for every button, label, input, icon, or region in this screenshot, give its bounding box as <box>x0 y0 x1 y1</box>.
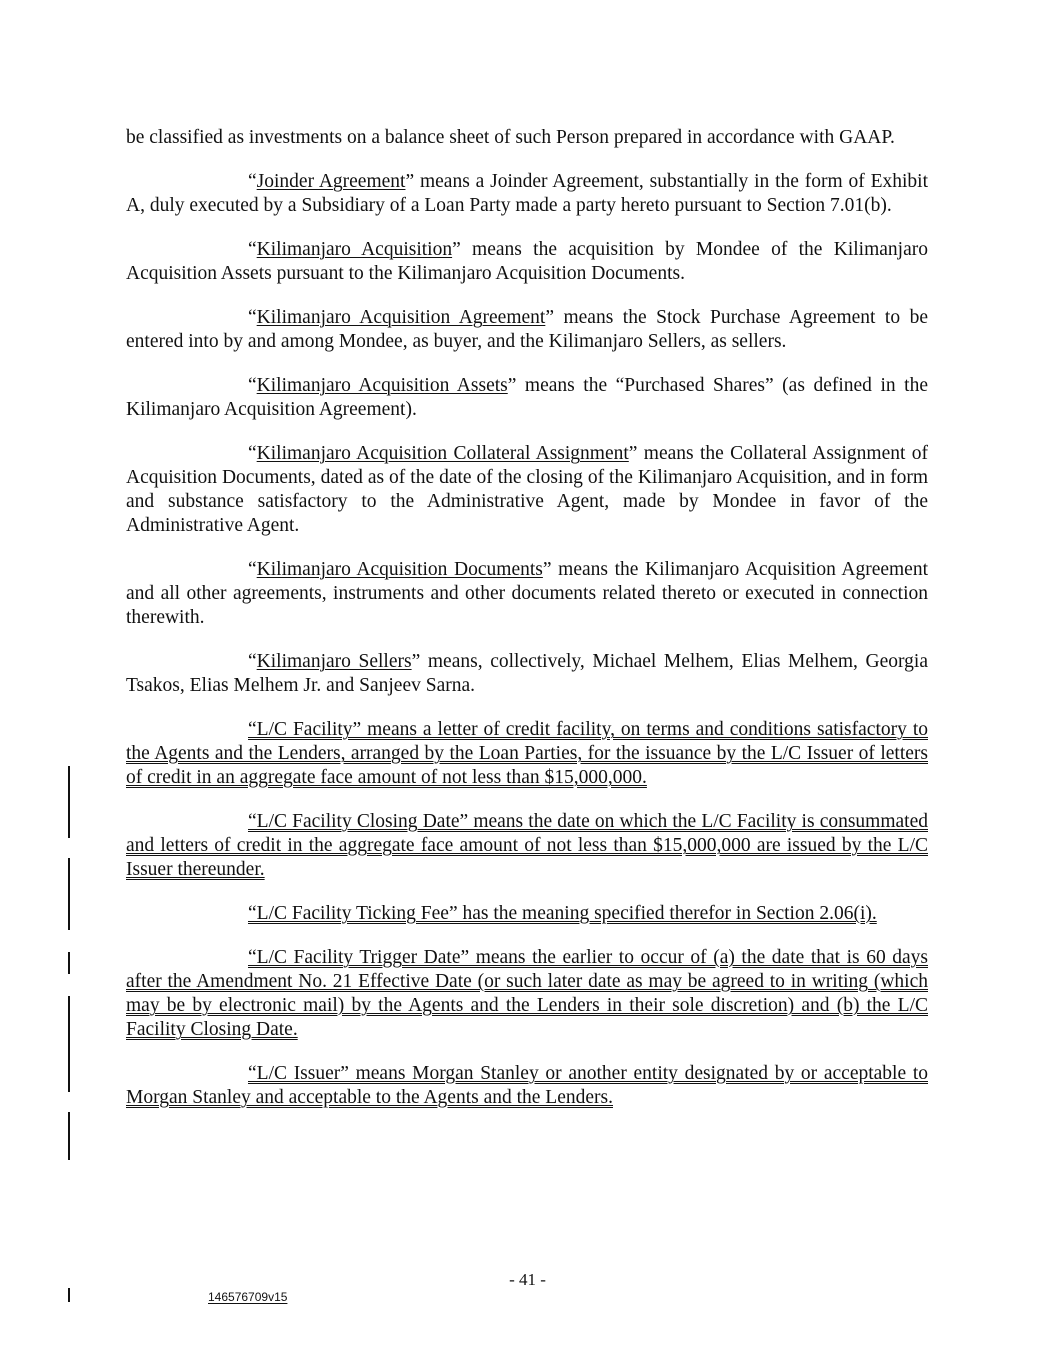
definition-joinder-agreement <box>126 170 928 218</box>
definition-lc-facility-trigger-date <box>126 946 928 1042</box>
inserted-text: “L/C Issuer” means Morgan Stanley or another entity designated by or acceptable to Morgan Stanley and acceptable to the Agents and the Lenders. <box>126 1063 928 1108</box>
defined-term: Kilimanjaro Acquisition Collateral Assignment <box>256 443 629 464</box>
defined-term: Kilimanjaro Acquisition Documents <box>256 559 543 580</box>
change-bar-lc-facility-closing-date <box>68 858 70 930</box>
definition-kilimanjaro-acquisition-assets <box>126 374 928 422</box>
definition-text: ” means, collectively, Michael Melhem, Elias Melhem, Georgia Tsakos, Elias Melhem Jr. and Sanjeev Sarna. <box>126 651 928 696</box>
paragraph-text: be classified as investments on a balance sheet of such Person prepared in accordance with GAAP. <box>126 127 895 148</box>
definition-lc-facility-ticking-fee <box>126 902 928 926</box>
change-bar-lc-facility-ticking-fee <box>68 952 70 974</box>
definition-kilimanjaro-acquisition <box>126 238 928 286</box>
defined-term: Joinder Agreement <box>256 171 406 192</box>
page-number: - 41 - <box>509 1270 546 1289</box>
definition-lc-facility <box>126 718 928 790</box>
definition-kilimanjaro-acquisition-documents <box>126 558 928 630</box>
definition-text: ” means the acquisition by Mondee of the Kilimanjaro Acquisition Assets pursuant to the Kilimanjaro Acquisition Documents. <box>126 239 928 284</box>
definition-text: ” means the Collateral Assignment of Acquisition Documents, dated as of the date of the closing of the Kilimanjaro Acquisition, and in form and substance satisfactory to the Administrative Agent, made by Mondee in favor of the Administrative Agent. <box>126 443 929 536</box>
definition-lc-issuer <box>126 1062 928 1110</box>
defined-term: Kilimanjaro Acquisition <box>256 239 453 260</box>
defined-term: Kilimanjaro Sellers <box>256 651 412 672</box>
definition-text: ” means the Stock Purchase Agreement to be entered into by and among Mondee, as buyer, and the Kilimanjaro Sellers, as sellers. <box>126 307 928 352</box>
open-quote: “ <box>248 307 257 328</box>
change-bar-lc-facility <box>68 766 70 838</box>
definition-kilimanjaro-sellers <box>126 650 928 698</box>
open-quote: “ <box>248 559 257 580</box>
defined-term: Kilimanjaro Acquisition Assets <box>256 375 508 396</box>
document-id: 146576709v15 <box>208 1290 288 1304</box>
inserted-text: “L/C Facility Closing Date” means the date on which the L/C Facility is consummated and letters of credit in the aggregate face amount of not less than $15,000,000 are issued by the L/C Issuer thereunder. <box>126 811 928 880</box>
definition-text: ” means the “Purchased Shares” (as defined in the Kilimanjaro Acquisition Agreement). <box>126 375 928 420</box>
open-quote: “ <box>248 651 257 672</box>
open-quote: “ <box>248 171 257 192</box>
defined-term: Kilimanjaro Acquisition Agreement <box>256 307 546 328</box>
open-quote: “ <box>248 375 257 396</box>
change-bar-lc-facility-trigger-date <box>68 996 70 1092</box>
change-bar-footer <box>68 1288 70 1302</box>
definition-kilimanjaro-acquisition-collateral-assignment <box>126 442 928 538</box>
definition-text: ” means the Kilimanjaro Acquisition Agreement and all other agreements, instruments and other documents related thereto or executed in connection therewith. <box>126 559 928 628</box>
inserted-text: “L/C Facility” means a letter of credit facility, on terms and conditions satisfactory to the Agents and the Lenders, arranged by the Loan Parties, for the issuance by the L/C Issuer of letters of credit in an aggregate face amount of not less than $15,000,000. <box>126 719 928 788</box>
open-quote: “ <box>248 443 257 464</box>
inserted-text: “L/C Facility Ticking Fee” has the meaning specified therefor in Section 2.06(i). <box>248 903 877 924</box>
inserted-text: “L/C Facility Trigger Date” means the earlier to occur of (a) the date that is 60 days after the Amendment No. 21 Effective Date (or such later date as may be agreed to in writing (which may be by electronic mail) by the Agents and the Lenders in their sole discretion) and (b) the L/C Facility Closing Date. <box>126 947 928 1040</box>
definition-lc-facility-closing-date <box>126 810 928 882</box>
change-bar-lc-issuer <box>68 1112 70 1160</box>
open-quote: “ <box>248 239 257 260</box>
document-body <box>126 126 928 1130</box>
definition-text: ” means a Joinder Agreement, substantially in the form of Exhibit A, duly executed by a Subsidiary of a Loan Party made a party hereto pursuant to Section 7.01(b). <box>126 171 928 216</box>
definition-kilimanjaro-acquisition-agreement <box>126 306 928 354</box>
paragraph-continuation <box>126 126 928 150</box>
